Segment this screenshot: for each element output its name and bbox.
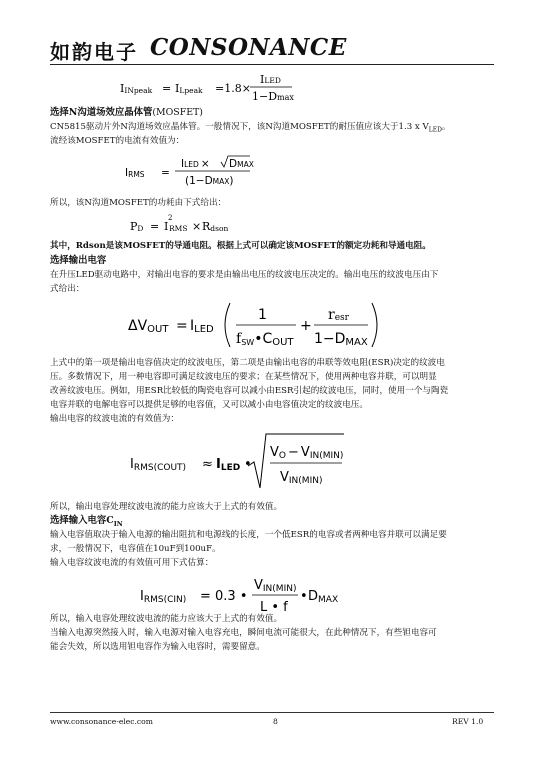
section-heading-output-capacitor: 选择输出电容 bbox=[50, 255, 107, 266]
svg-text:ΔVOUT: ΔVOUT bbox=[128, 318, 169, 335]
svg-text:IRMS: IRMS bbox=[125, 167, 145, 179]
svg-text:resr: resr bbox=[328, 307, 349, 323]
rdson-note: 其中，Rdson是该MOSFET的导通电阻。根据上式可以确定该MOSFET的额定功耗和导通电阻。 bbox=[50, 241, 431, 251]
ripple-para-line-1: 上式中的第一项是输出电容值决定的纹波电压，第二项是由输出电容的串联等效电阻(ESR)决定的纹波电 bbox=[50, 358, 445, 368]
eq1-lhs: IINpeak bbox=[120, 82, 153, 95]
cin-para-3: 输入电容纹波电流的有效值可用下式估算： bbox=[50, 558, 214, 568]
svg-text:L • f: L • f bbox=[260, 600, 288, 615]
cin-para-2: 求，一般情况下，电容值在10uF到100uF。 bbox=[50, 544, 221, 554]
cin-conclusion-line-3: 能会失效，所以选用钽电容作为输入电容时，需要留意。 bbox=[50, 642, 265, 652]
cout-para-2: 式给出： bbox=[50, 284, 85, 294]
svg-text:= 0.3 •: = 0.3 • bbox=[200, 589, 248, 604]
svg-text:VO−VIN(MIN): VO − VIN(MIN) bbox=[270, 445, 344, 461]
equation-delta-vout bbox=[128, 297, 388, 353]
svg-text:ILED: ILED bbox=[190, 318, 214, 335]
section-heading-mosfet: 选择N沟道场效应晶体管(MOSFET) bbox=[50, 107, 203, 118]
svg-text:+: + bbox=[300, 318, 312, 334]
svg-text:ILpeak: ILpeak bbox=[175, 82, 203, 95]
svg-text:Rdson: Rdson bbox=[202, 220, 229, 233]
cout-conclusion: 所以，输出电容处理纹波电流的能力应该大于上式的有效值。 bbox=[50, 502, 283, 512]
ripple-para-line-5: 输出电容的纹波电流的有效值为： bbox=[50, 414, 179, 424]
svg-text:•: • bbox=[244, 457, 252, 472]
brand-name: CONSONANCE bbox=[150, 34, 347, 61]
svg-text:1−DMAX: 1−DMAX bbox=[314, 331, 368, 348]
header-rule bbox=[50, 64, 494, 65]
ripple-para-line-4: 电容并联的电解电容可以提供足够的电容值，又可以减小由电容值决定的纹波电压。 bbox=[50, 400, 368, 410]
cin-conclusion-line-2: 当输入电源突然接入时，输入电源对输入电容充电，瞬间电流可能很大，在此种情况下，有些钽电容可 bbox=[50, 628, 437, 638]
footer-rule bbox=[50, 712, 494, 713]
cout-para-1: 在升压LED驱动电路中，对输出电容的要求是由输出电压的纹波电压决定的。输出电压的纹波电压由下 bbox=[50, 270, 439, 280]
svg-text:DMAX: DMAX bbox=[308, 589, 339, 605]
brand-chinese: 如韵电子 bbox=[50, 40, 138, 64]
equation-irms bbox=[125, 152, 305, 192]
svg-text:•: • bbox=[300, 589, 308, 604]
svg-text:ILED: ILED bbox=[260, 73, 281, 86]
svg-text:×: × bbox=[192, 220, 202, 233]
svg-text:=: = bbox=[161, 167, 170, 179]
svg-text:ILED×: ILED × bbox=[181, 158, 210, 170]
mosfet-para-2: 流经该MOSFET的电流有效值为： bbox=[50, 136, 185, 146]
svg-text:I: I bbox=[164, 220, 169, 233]
svg-text:=1.8×: =1.8× bbox=[215, 82, 251, 95]
power-intro: 所以，该N沟道MOSFET的功耗由下式给出： bbox=[50, 198, 227, 208]
svg-text:VIN(MIN): VIN(MIN) bbox=[280, 470, 323, 486]
equation-inpeak bbox=[120, 72, 340, 104]
equation-pd bbox=[130, 212, 250, 238]
ripple-para-line-2: 压。多数情况下，用一种电容即可满足纹波电压的要求；在某些情况下，使用两种电容并联，可以明显 bbox=[50, 372, 437, 382]
cin-conclusion-line-1: 所以，输入电容处理纹波电流的能力应该大于上式的有效值。 bbox=[50, 614, 283, 624]
section-heading-input-capacitor: 选择输入电容$C_{IN}$ bbox=[50, 515, 123, 528]
equation-irms-cout bbox=[130, 430, 360, 494]
page-number: 8 bbox=[273, 717, 278, 726]
svg-text:=: = bbox=[150, 220, 160, 233]
svg-text:2: 2 bbox=[168, 214, 173, 222]
svg-text:RMS: RMS bbox=[169, 224, 188, 233]
svg-text:=: = bbox=[176, 318, 188, 334]
svg-text:fSW•COUT: fSW•COUT bbox=[236, 331, 294, 348]
svg-text:IRMS(CIN): IRMS(CIN) bbox=[140, 589, 187, 605]
svg-text:1−Dmax: 1−Dmax bbox=[252, 90, 294, 103]
svg-text:DMAX: DMAX bbox=[229, 158, 254, 170]
svg-text:≈: ≈ bbox=[202, 457, 213, 472]
revision: REV 1.0 bbox=[452, 717, 484, 726]
cin-para-1: 输入电容值取决于输入电源的输出阻抗和电源线的长度，一个低ESR的电容或者两种电容并联可以满足要 bbox=[50, 530, 447, 540]
svg-text:IRMS(COUT): IRMS(COUT) bbox=[130, 457, 187, 473]
svg-text:VIN(MIN): VIN(MIN) bbox=[254, 578, 297, 594]
footer-url[interactable]: www.consonance-elec.com bbox=[50, 717, 153, 726]
svg-text:ILED: ILED bbox=[216, 457, 241, 473]
ripple-para-line-3: 改善纹波电压。例如，用ESR比较低的陶瓷电容可以减小由ESR引起的纹波电压，同时，使用一个与陶瓷 bbox=[50, 386, 449, 396]
svg-text:1: 1 bbox=[258, 307, 267, 323]
svg-text:=: = bbox=[162, 82, 172, 95]
svg-text:PD: PD bbox=[130, 220, 144, 233]
mosfet-para-1: CN5815驱动片外N沟道场效应晶体管。一般情况下，该N沟道MOSFET的耐压值应该大于1.3 x $V_{LED}$。 bbox=[50, 122, 451, 134]
svg-text:(1−DMAX): (1−DMAX) bbox=[185, 175, 234, 187]
